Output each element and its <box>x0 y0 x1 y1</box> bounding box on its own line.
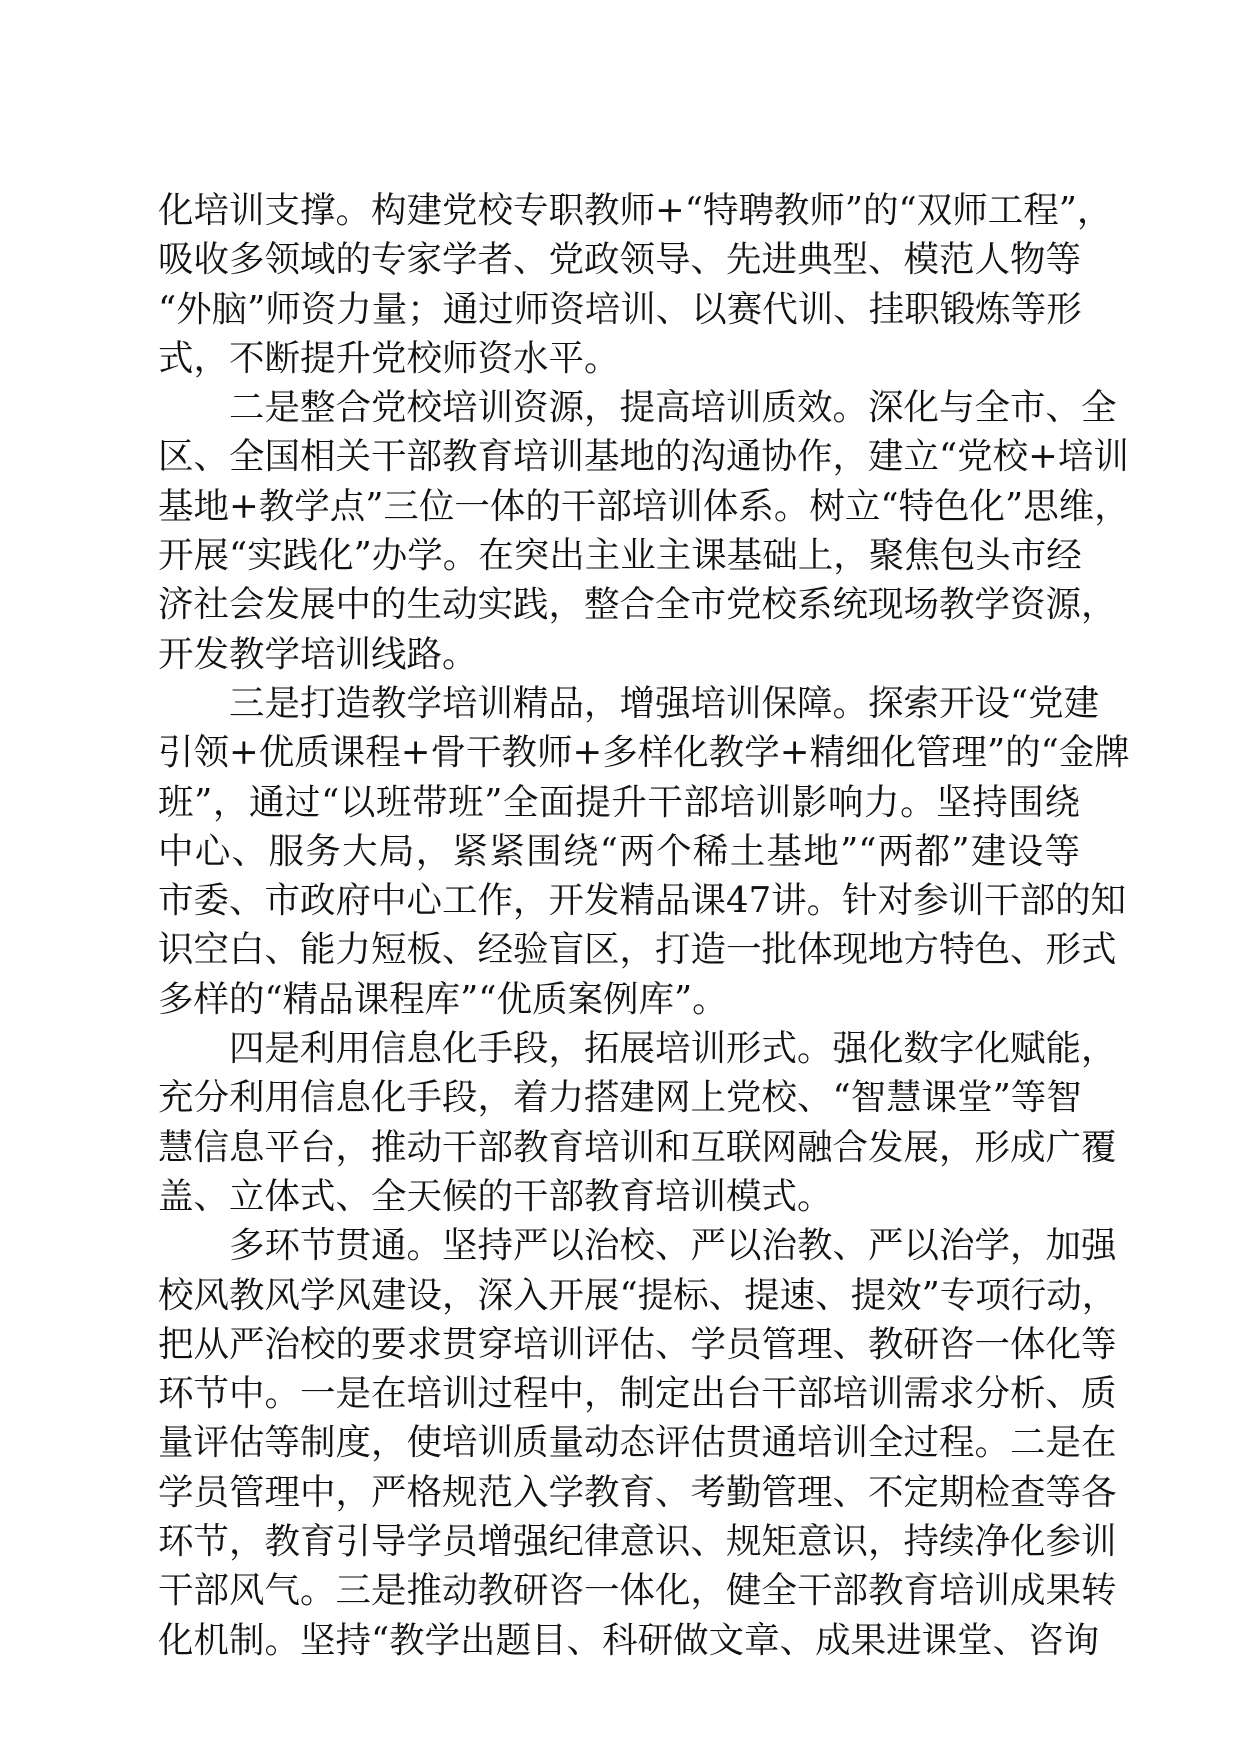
text-line: 慧信息平台，推动干部教育培训和互联网融合发展，形成广覆 <box>158 1126 1117 1168</box>
text-line: 化培训支撑。构建党校专职教师+“特聘教师”的“双师工程”， <box>158 190 1113 231</box>
text-line: 量评估等制度，使培训质量动态评估贯通培训全过程。二是在 <box>158 1422 1117 1464</box>
text-line: 班”，通过“以班带班”全面提升干部培训影响力。坚持围绕 <box>158 781 1080 823</box>
text-line: 市委、市政府中心工作，开发精品课47讲。针对参训干部的知 <box>158 880 1127 922</box>
text-line: 校风教风学风建设，深入开展“提标、提速、提效”专项行动， <box>158 1274 1118 1316</box>
text-line: 环节，教育引导学员增强纪律意识、规矩意识，持续净化参训 <box>158 1521 1117 1563</box>
paragraph-first-line: 二是整合党校培训资源，提高培训质效。深化与全市、全 <box>229 387 1117 429</box>
text-line: 中心、服务大局，紧紧围绕“两个稀土基地”“两都”建设等 <box>158 830 1080 872</box>
text-line: 识空白、能力短板、经验盲区，打造一批体现地方特色、形式 <box>158 929 1117 971</box>
paragraph-first-line: 四是利用信息化手段，拓展培训形式。强化数字化赋能， <box>229 1028 1117 1070</box>
text-line: “外脑”师资力量；通过师资培训、以赛代训、挂职锻炼等形 <box>158 288 1082 330</box>
text-line: 多样的“精品课程库”“优质案例库”。 <box>158 978 728 1020</box>
text-line: 开发教学培训线路。 <box>158 633 478 675</box>
text-line: 区、全国相关干部教育培训基地的沟通协作，建立“党校+培训 <box>158 436 1129 478</box>
text-line: 充分利用信息化手段，着力搭建网上党校、“智慧课堂”等智 <box>158 1077 1082 1119</box>
text-line: 济社会发展中的生动实践，整合全市党校系统现场教学资源， <box>158 584 1117 626</box>
text-line: 把从严治校的要求贯穿培训评估、学员管理、教研咨一体化等 <box>158 1323 1117 1365</box>
text-line: 基地+教学点”三位一体的干部培训体系。树立“特色化”思维， <box>158 485 1130 527</box>
paragraph-first-line: 三是打造教学培训精品，增强培训保障。探索开设“党建 <box>229 682 1100 724</box>
text-line: 盖、立体式、全天候的干部教育培训模式。 <box>158 1175 833 1217</box>
text-line: 环节中。一是在培训过程中，制定出台干部培训需求分析、质 <box>158 1373 1117 1415</box>
text-line: 学员管理中，严格规范入学教育、考勤管理、不定期检查等各 <box>158 1471 1117 1513</box>
text-line: 干部风气。三是推动教研咨一体化，健全干部教育培训成果转 <box>158 1570 1117 1612</box>
paragraph-first-line: 多环节贯通。坚持严以治校、严以治教、严以治学，加强 <box>229 1225 1117 1267</box>
text-line: 吸收多领域的专家学者、党政领导、先进典型、模范人物等 <box>158 239 1082 281</box>
text-line: 化机制。坚持“教学出题目、科研做文章、成果进课堂、咨询 <box>158 1619 1100 1661</box>
body-text <box>158 186 1130 1665</box>
text-line: 式，不断提升党校师资水平。 <box>158 337 620 379</box>
text-line: 引领+优质课程+骨干教师+多样化教学+精细化管理”的“金牌 <box>158 732 1130 774</box>
text-line: 开展“实践化”办学。在突出主业主课基础上，聚焦包头市经 <box>158 535 1082 577</box>
